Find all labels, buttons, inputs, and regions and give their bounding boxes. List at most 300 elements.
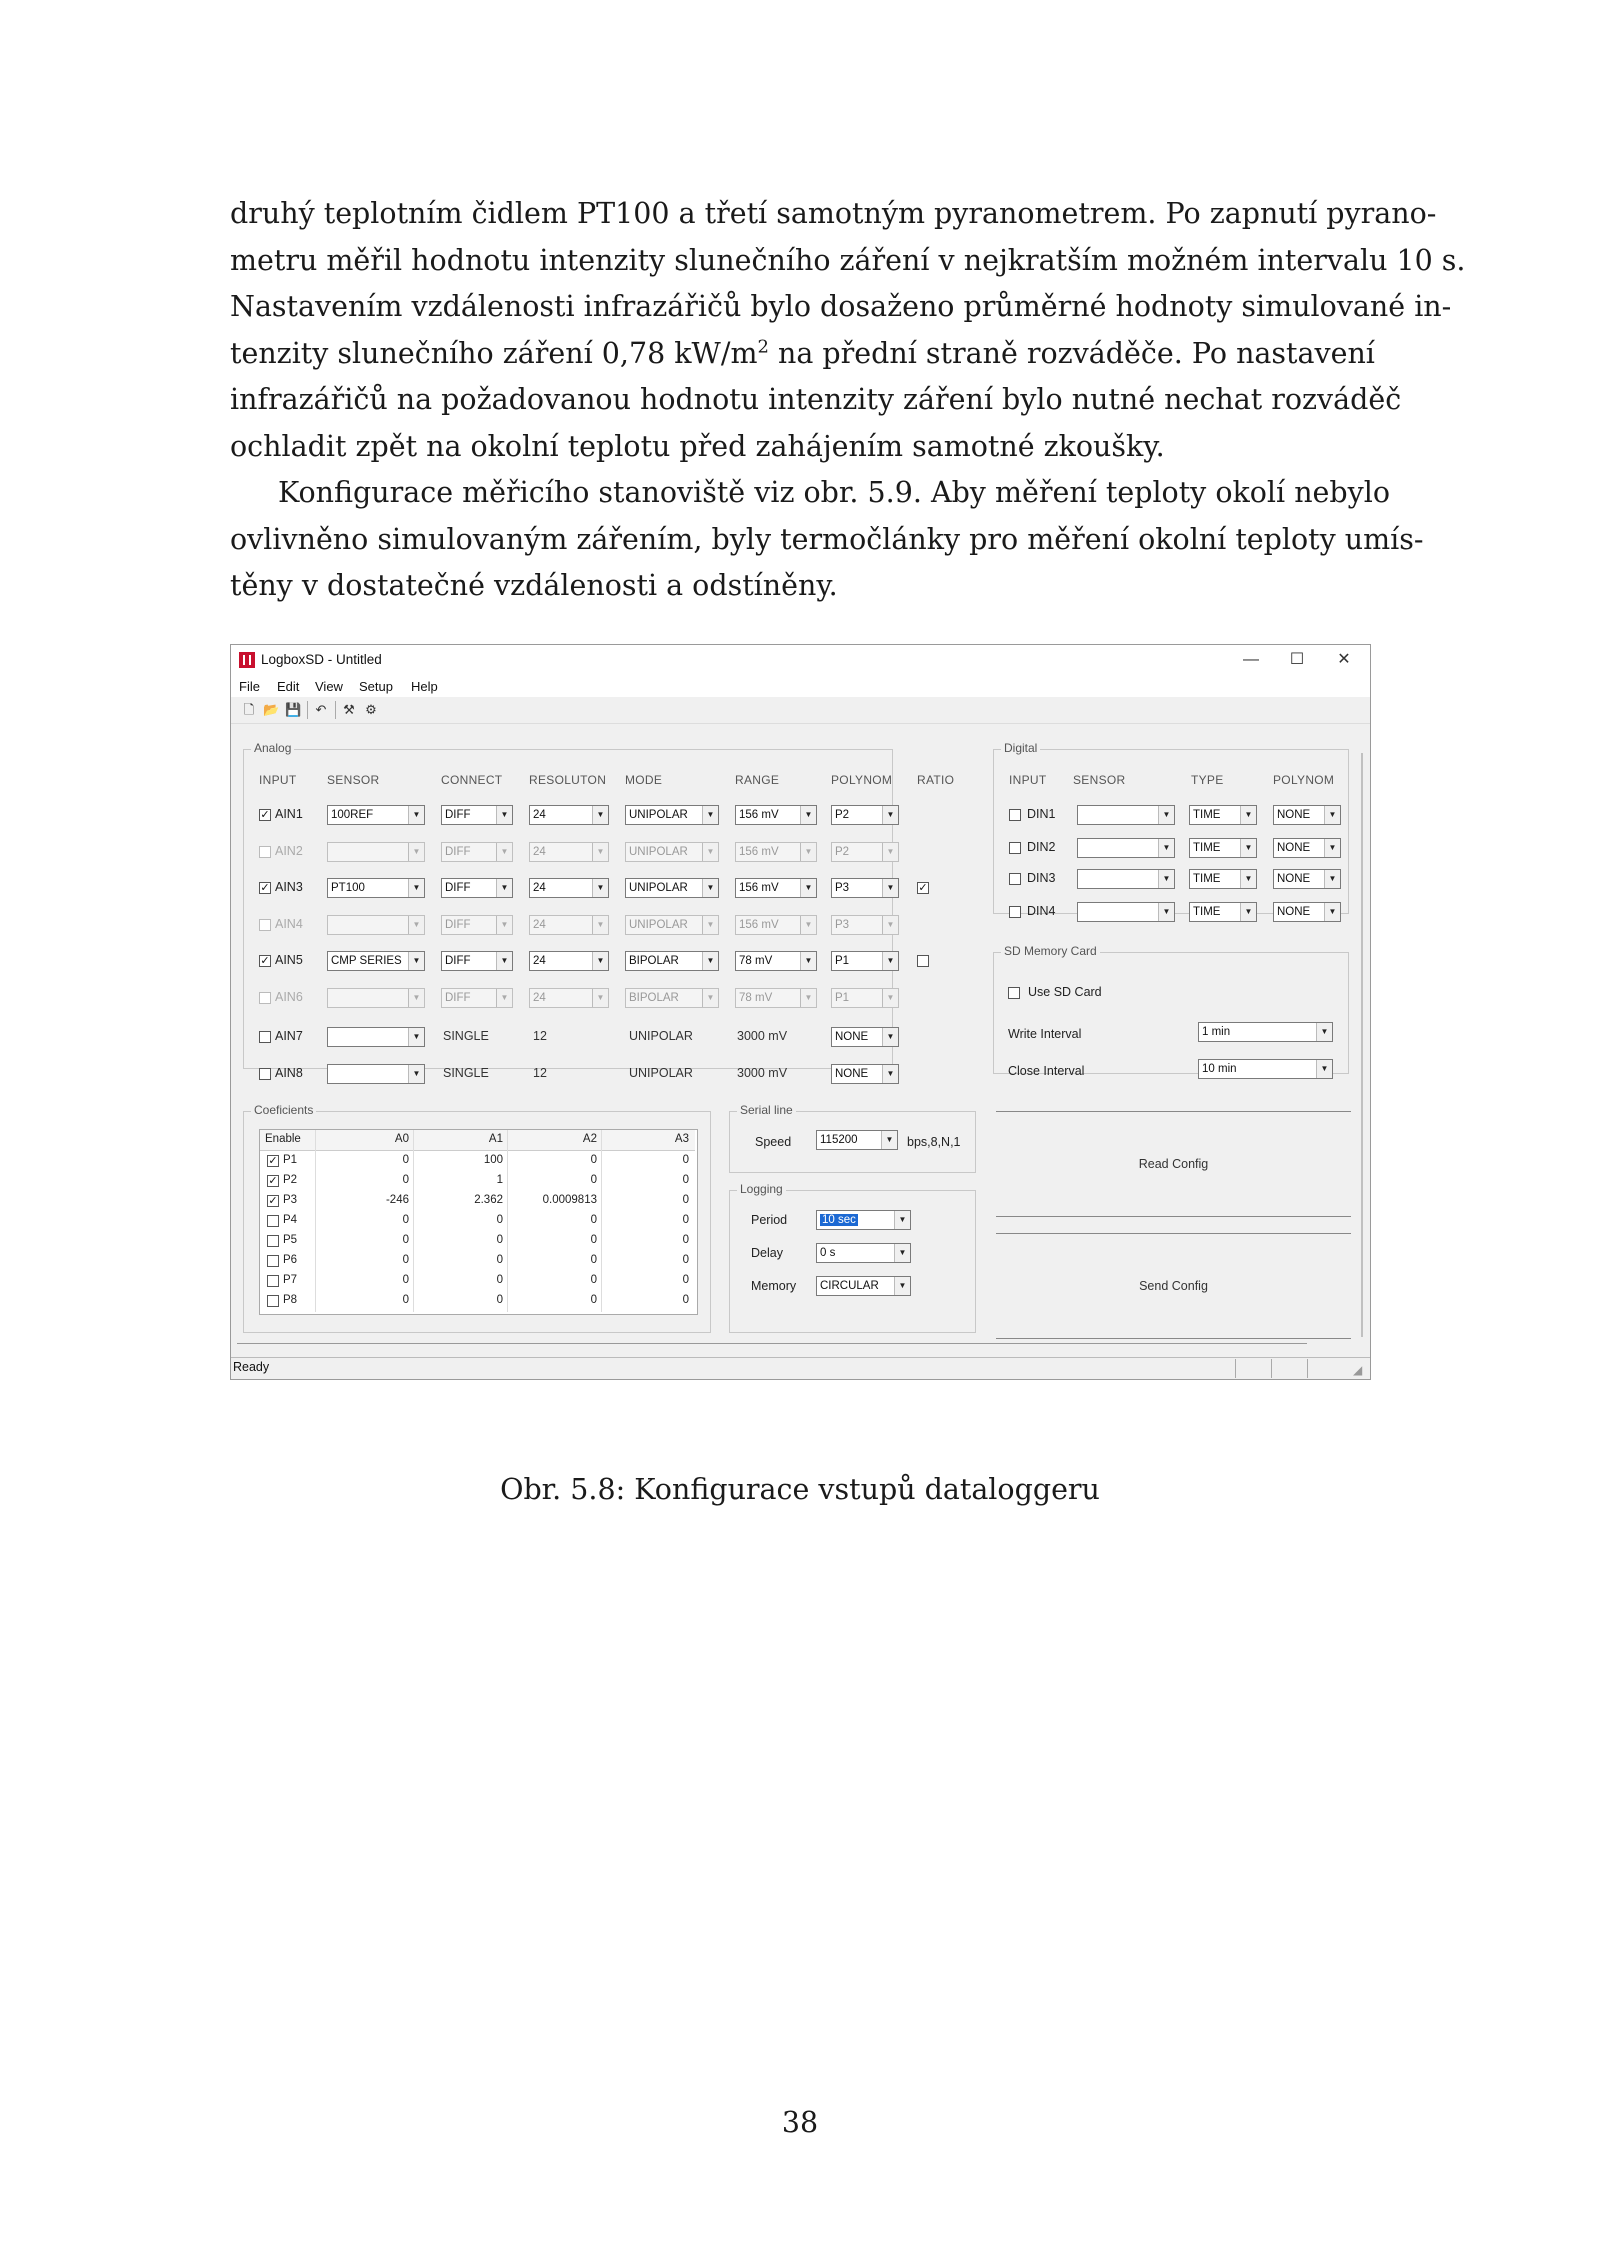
title-bar [231, 645, 1370, 675]
resolution-select[interactable] [529, 951, 609, 971]
chevron-down-icon: ▼ [408, 843, 424, 861]
coef-row-name: P1 [283, 1154, 298, 1166]
paragraph-2 [230, 470, 1424, 610]
chevron-down-icon: ▼ [702, 916, 718, 934]
polynom-select[interactable] [831, 951, 899, 971]
chevron-down-icon: ▼ [496, 879, 512, 897]
status-divider [1307, 1359, 1308, 1378]
speed-label: Speed [755, 1135, 792, 1149]
coef-header: A3 [674, 1133, 689, 1145]
status-bar [231, 1357, 1370, 1380]
range-select[interactable] [735, 805, 817, 825]
polynom-select-value: NONE [835, 1031, 869, 1043]
speed-value: 115200 [820, 1134, 858, 1146]
resolution-select-value: 24 [533, 955, 546, 967]
serial-format-label: bps,8,N,1 [907, 1135, 961, 1149]
superscript: 2 [757, 336, 769, 357]
chevron-down-icon: ▼ [882, 952, 898, 970]
analog-header: MODE [625, 773, 663, 787]
toolbar-separator [335, 701, 336, 719]
chevron-down-icon: ▼ [702, 989, 718, 1007]
range-select-value: 156 mV [739, 809, 779, 821]
chevron-down-icon: ▼ [894, 1277, 910, 1295]
coef-cell[interactable]: 0 [590, 1234, 597, 1246]
text-line: druhý teplotním čidlem PT100 a třetí samotným pyranometrem. Po zapnutí pyrano- [230, 197, 1437, 230]
use-sd-card-checkbox[interactable] [1008, 987, 1020, 999]
coef-row-name: P8 [283, 1294, 298, 1306]
polynom-select[interactable] [831, 805, 899, 825]
coef-cell[interactable]: 100 [483, 1154, 503, 1166]
din-polynom-select-value: NONE [1277, 842, 1311, 854]
din-checkbox[interactable] [1009, 873, 1021, 885]
digital-header: SENSOR [1073, 773, 1126, 787]
chevron-down-icon: ▼ [408, 916, 424, 934]
coef-cell[interactable]: 0 [682, 1274, 689, 1286]
connect-value: SINGLE [443, 1066, 489, 1080]
sensor-select[interactable] [327, 805, 425, 825]
coef-cell[interactable]: 0 [590, 1174, 597, 1186]
analog-group [243, 749, 893, 1069]
mode-select-value: UNIPOLAR [629, 919, 688, 931]
polynom-select-value: P1 [835, 955, 850, 967]
status-text: Ready [233, 1360, 270, 1374]
connect-select-value: DIFF [445, 882, 471, 894]
write-interval-select[interactable] [1198, 1022, 1333, 1042]
coef-cell[interactable]: 0 [402, 1294, 409, 1306]
connect-select-value: DIFF [445, 919, 471, 931]
polynom-select-value: P1 [835, 992, 850, 1004]
coef-cell[interactable]: 0 [402, 1174, 409, 1186]
coef-cell[interactable]: 0 [496, 1274, 503, 1286]
coef-enable-checkbox[interactable]: ✓ [268, 1155, 278, 1167]
status-divider [1235, 1359, 1236, 1378]
din-type-select[interactable] [1189, 838, 1257, 858]
chevron-down-icon: ▼ [408, 806, 424, 824]
speed-select[interactable] [816, 1130, 898, 1150]
text-fragment: na přední straně rozváděče. Po nastavení [768, 336, 1375, 370]
delay-select[interactable] [816, 1243, 911, 1263]
chevron-down-icon: ▼ [882, 1028, 898, 1046]
coef-cell[interactable]: 0 [590, 1294, 597, 1306]
menu-help[interactable]: Help [411, 679, 438, 694]
din-type-select[interactable] [1189, 869, 1257, 889]
ain-checkbox[interactable]: ✓ [260, 955, 270, 967]
memory-select[interactable] [816, 1276, 911, 1296]
polynom-select[interactable] [831, 988, 899, 1008]
sd-card-group [993, 952, 1349, 1074]
chevron-down-icon: ▼ [1158, 903, 1174, 921]
chevron-down-icon: ▼ [408, 1028, 424, 1046]
connect-select[interactable] [441, 951, 513, 971]
resolution-select-value: 24 [533, 992, 546, 1004]
coef-cell[interactable]: 2.362 [474, 1194, 503, 1206]
resolution-select[interactable] [529, 915, 609, 935]
text-line: ovlivněno simulovaným zářením, byly termočlánky pro měření okolní teploty umís- [230, 522, 1424, 556]
coef-row-name: P6 [283, 1254, 298, 1266]
din-sensor-select[interactable] [1077, 869, 1175, 889]
range-select-value: 78 mV [739, 992, 773, 1004]
chevron-down-icon: ▼ [800, 989, 816, 1007]
coef-cell[interactable]: 0 [590, 1274, 597, 1286]
coef-enable-checkbox[interactable] [267, 1255, 279, 1267]
polynom-select[interactable] [831, 915, 899, 935]
ain-checkbox[interactable]: ✓ [260, 809, 270, 821]
din-type-select[interactable] [1189, 902, 1257, 922]
connect-select-value: DIFF [445, 992, 471, 1004]
connect-icon[interactable]: ⚒ [343, 702, 355, 717]
app-logo-icon [239, 652, 255, 668]
chevron-down-icon: ▼ [881, 1131, 897, 1149]
chevron-down-icon: ▼ [702, 879, 718, 897]
save-icon[interactable]: 💾 [285, 702, 302, 717]
digital-header: INPUT [1009, 773, 1047, 787]
coef-col-divider [315, 1130, 316, 1312]
ain-input-label: AIN5 [275, 953, 303, 967]
din-polynom-select[interactable] [1273, 838, 1341, 858]
chevron-down-icon: ▼ [592, 843, 608, 861]
din-polynom-select[interactable] [1273, 902, 1341, 922]
chevron-down-icon: ▼ [1158, 806, 1174, 824]
coef-enable-checkbox[interactable] [267, 1235, 279, 1247]
polynom-select[interactable] [831, 1064, 899, 1084]
mode-select[interactable] [625, 951, 719, 971]
mode-select[interactable] [625, 878, 719, 898]
analog-header: RATIO [917, 773, 955, 787]
minimize-button[interactable]: — [1243, 651, 1259, 668]
chevron-down-icon: ▼ [408, 1065, 424, 1083]
open-folder-icon[interactable]: 📂 [263, 702, 280, 717]
chevron-down-icon: ▼ [1316, 1023, 1332, 1041]
chevron-down-icon: ▼ [882, 916, 898, 934]
coef-header: A1 [488, 1133, 503, 1145]
coef-cell[interactable]: 0 [496, 1294, 503, 1306]
coef-cell[interactable]: 0 [590, 1254, 597, 1266]
figure-caption: Obr. 5.8: Konfigurace vstupů dataloggeru [500, 1473, 1100, 1506]
mode-value: UNIPOLAR [629, 1066, 693, 1080]
logging-group-label: Logging [737, 1182, 786, 1196]
sensor-select[interactable] [327, 915, 425, 935]
analog-header: CONNECT [441, 773, 503, 787]
mode-select-value: UNIPOLAR [629, 882, 688, 894]
coef-cell[interactable]: 0 [682, 1214, 689, 1226]
sensor-select[interactable] [327, 1027, 425, 1047]
chevron-down-icon: ▼ [800, 916, 816, 934]
coef-enable-checkbox[interactable] [267, 1215, 279, 1227]
ain-input-label: AIN7 [275, 1029, 303, 1043]
text-line: metru měřil hodnotu intenzity slunečního záření v nejkratším možném intervalu 10 s. [230, 243, 1466, 277]
din-input-label: DIN1 [1027, 807, 1056, 821]
polynom-select-value: NONE [835, 1068, 869, 1080]
coef-row-name: P3 [283, 1194, 298, 1206]
range-select[interactable] [735, 842, 817, 862]
scrollbar[interactable] [1361, 753, 1363, 1337]
ain-checkbox[interactable]: ✓ [260, 882, 270, 894]
coef-enable-checkbox[interactable] [267, 1275, 279, 1287]
coef-enable-checkbox[interactable] [267, 1295, 279, 1307]
din-polynom-select-value: NONE [1277, 873, 1311, 885]
sensor-select[interactable] [327, 842, 425, 862]
write-interval-value: 1 min [1202, 1026, 1231, 1038]
resolution-select[interactable] [529, 805, 609, 825]
din-type-select-value: TIME [1193, 809, 1221, 821]
din-checkbox[interactable] [1009, 809, 1021, 821]
coef-cell[interactable]: 0 [682, 1254, 689, 1266]
chevron-down-icon: ▼ [882, 806, 898, 824]
coef-cell[interactable]: 0 [682, 1234, 689, 1246]
chevron-down-icon: ▼ [408, 989, 424, 1007]
analog-group-label: Analog [251, 741, 294, 755]
menu-file[interactable]: File [239, 679, 260, 694]
resize-grip-icon[interactable]: ◢ [1353, 1363, 1363, 1377]
polynom-select[interactable] [831, 842, 899, 862]
coef-row-name: P7 [283, 1274, 298, 1286]
coef-cell[interactable]: 0 [682, 1194, 689, 1206]
toolbar [231, 697, 1370, 724]
period-select[interactable] [816, 1210, 911, 1230]
text-line: infrazářičů na požadovanou hodnotu intenzity záření bylo nutné nechat rozváděč [230, 383, 1402, 416]
send-config-button[interactable]: Send Config [996, 1233, 1351, 1339]
range-select[interactable] [735, 988, 817, 1008]
din-input-label: DIN3 [1027, 871, 1056, 885]
text-line: Nastavením vzdálenosti infrazářičů bylo dosaženo průměrné hodnoty simulované in- [230, 290, 1452, 323]
din-type-select-value: TIME [1193, 842, 1221, 854]
read-config-button[interactable]: Read Config [996, 1111, 1351, 1217]
logbox-window [230, 644, 1371, 1380]
polynom-select-value: P3 [835, 882, 850, 894]
din-polynom-select[interactable] [1273, 869, 1341, 889]
ratio-checkbox[interactable]: ✓ [918, 882, 928, 894]
chevron-down-icon: ▼ [592, 879, 608, 897]
mode-select-value: UNIPOLAR [629, 846, 688, 858]
config-icon[interactable]: ⚙ [365, 702, 377, 717]
din-type-select-value: TIME [1193, 906, 1221, 918]
chevron-down-icon: ▼ [496, 843, 512, 861]
analog-header: RANGE [735, 773, 780, 787]
din-checkbox[interactable] [1009, 842, 1021, 854]
write-interval-label: Write Interval [1008, 1027, 1082, 1041]
coef-cell[interactable]: 0 [402, 1154, 409, 1166]
coef-cell[interactable]: 0 [590, 1154, 597, 1166]
use-sd-card-label: Use SD Card [1028, 985, 1102, 999]
analog-header: POLYNOM [831, 773, 893, 787]
mode-value: UNIPOLAR [629, 1029, 693, 1043]
range-select[interactable] [735, 915, 817, 935]
chevron-down-icon: ▼ [1316, 1060, 1332, 1078]
status-divider [1271, 1359, 1272, 1378]
chevron-down-icon: ▼ [408, 879, 424, 897]
din-input-label: DIN4 [1027, 904, 1056, 918]
sensor-select[interactable] [327, 951, 425, 971]
resolution-select[interactable] [529, 878, 609, 898]
connect-select-value: DIFF [445, 955, 471, 967]
ratio-checkbox[interactable] [917, 955, 929, 967]
ain-checkbox[interactable] [259, 992, 271, 1004]
coef-cell[interactable]: 1 [496, 1174, 503, 1186]
chevron-down-icon: ▼ [1324, 903, 1340, 921]
sensor-select-value: PT100 [331, 882, 365, 894]
coef-enable-checkbox[interactable]: ✓ [268, 1195, 278, 1207]
din-polynom-select-value: NONE [1277, 809, 1311, 821]
close-interval-label: Close Interval [1008, 1064, 1085, 1078]
coef-header: Enable [265, 1133, 301, 1145]
coef-cell[interactable]: 0 [402, 1254, 409, 1266]
chevron-down-icon: ▼ [894, 1244, 910, 1262]
coef-cell[interactable]: 0 [402, 1214, 409, 1226]
din-polynom-select[interactable] [1273, 805, 1341, 825]
memory-label: Memory [751, 1279, 797, 1293]
chevron-down-icon: ▼ [702, 952, 718, 970]
polynom-select-value: P3 [835, 919, 850, 931]
window-title: LogboxSD - Untitled [261, 652, 382, 667]
text-line: těny v dostatečné vzdálenosti a odstíněny. [230, 569, 838, 602]
coefficients-group-label: Coeficients [251, 1103, 316, 1117]
connect-select-value: DIFF [445, 809, 471, 821]
chevron-down-icon: ▼ [882, 843, 898, 861]
resolution-select-value: 24 [533, 882, 546, 894]
digital-group-label: Digital [1001, 741, 1040, 755]
coef-cell[interactable]: 0 [496, 1234, 503, 1246]
chevron-down-icon: ▼ [592, 952, 608, 970]
mode-select[interactable] [625, 805, 719, 825]
chevron-down-icon: ▼ [882, 989, 898, 1007]
maximize-button[interactable]: ☐ [1289, 651, 1305, 668]
resolution-select[interactable] [529, 988, 609, 1008]
connect-select[interactable] [441, 842, 513, 862]
mode-select[interactable] [625, 988, 719, 1008]
coef-cell[interactable]: 0 [402, 1234, 409, 1246]
range-value: 3000 mV [737, 1066, 788, 1080]
resolution-value: 12 [533, 1029, 547, 1043]
chevron-down-icon: ▼ [1158, 839, 1174, 857]
chevron-down-icon: ▼ [1158, 870, 1174, 888]
paragraph-1 [230, 191, 1466, 470]
menu-setup[interactable]: Setup [359, 679, 393, 694]
range-select[interactable] [735, 951, 817, 971]
resolution-select[interactable] [529, 842, 609, 862]
din-type-select[interactable] [1189, 805, 1257, 825]
undo-icon[interactable]: ↶ [315, 702, 327, 717]
close-interval-value: 10 min [1202, 1063, 1237, 1075]
sensor-select[interactable] [327, 988, 425, 1008]
din-sensor-select[interactable] [1077, 838, 1175, 858]
range-select-value: 156 mV [739, 919, 779, 931]
delay-value: 0 s [820, 1247, 836, 1259]
resolution-select-value: 24 [533, 809, 546, 821]
chevron-down-icon: ▼ [1240, 806, 1256, 824]
connect-select[interactable] [441, 915, 513, 935]
chevron-down-icon: ▼ [592, 989, 608, 1007]
chevron-down-icon: ▼ [702, 843, 718, 861]
coef-cell[interactable]: 0.0009813 [542, 1194, 597, 1206]
ain-checkbox[interactable] [259, 1068, 271, 1080]
chevron-down-icon: ▼ [592, 916, 608, 934]
new-file-icon[interactable]: 🗋 [243, 702, 255, 717]
serial-line-group-label: Serial line [737, 1103, 796, 1117]
polynom-select[interactable] [831, 878, 899, 898]
din-type-select-value: TIME [1193, 873, 1221, 885]
chevron-down-icon: ▼ [408, 952, 424, 970]
din-polynom-select-value: NONE [1277, 906, 1311, 918]
analog-header: INPUT [259, 773, 297, 787]
connect-select[interactable] [441, 988, 513, 1008]
chevron-down-icon: ▼ [1324, 806, 1340, 824]
ain-checkbox[interactable] [259, 919, 271, 931]
ain-input-label: AIN3 [275, 880, 303, 894]
memory-value: CIRCULAR [820, 1280, 879, 1292]
coef-row-name: P5 [283, 1234, 298, 1246]
close-interval-select[interactable] [1198, 1059, 1333, 1079]
din-sensor-select[interactable] [1077, 805, 1175, 825]
menu-view[interactable]: View [315, 679, 343, 694]
din-checkbox[interactable] [1009, 906, 1021, 918]
sensor-select-value: 100REF [331, 809, 374, 821]
chevron-down-icon: ▼ [592, 806, 608, 824]
coef-cell[interactable]: -246 [385, 1194, 409, 1206]
close-button[interactable]: ✕ [1337, 651, 1351, 668]
delay-label: Delay [751, 1246, 783, 1260]
toolbar-separator [307, 701, 308, 719]
polynom-select[interactable] [831, 1027, 899, 1047]
resolution-select-value: 24 [533, 919, 546, 931]
coef-cell[interactable]: 0 [496, 1254, 503, 1266]
chevron-down-icon: ▼ [800, 952, 816, 970]
coef-cell[interactable]: 0 [682, 1154, 689, 1166]
ain-checkbox[interactable] [259, 846, 271, 858]
mode-select[interactable] [625, 842, 719, 862]
chevron-down-icon: ▼ [496, 806, 512, 824]
text-line [230, 331, 1374, 378]
chevron-down-icon: ▼ [882, 1065, 898, 1083]
connect-select[interactable] [441, 805, 513, 825]
digital-header: TYPE [1191, 773, 1224, 787]
coef-cell[interactable]: 0 [682, 1174, 689, 1186]
coef-cell[interactable]: 0 [682, 1294, 689, 1306]
mode-select-value: BIPOLAR [629, 992, 679, 1004]
menu-bar [231, 675, 1370, 697]
coef-row-name: P4 [283, 1214, 298, 1226]
connect-select-value: DIFF [445, 846, 471, 858]
chevron-down-icon: ▼ [800, 806, 816, 824]
period-value: 10 sec [822, 1214, 856, 1226]
mode-select-value: UNIPOLAR [629, 809, 688, 821]
chevron-down-icon: ▼ [882, 879, 898, 897]
sd-card-group-label: SD Memory Card [1001, 944, 1100, 958]
din-sensor-select[interactable] [1077, 902, 1175, 922]
menu-edit[interactable]: Edit [277, 679, 300, 694]
connect-select[interactable] [441, 878, 513, 898]
sensor-select[interactable] [327, 878, 425, 898]
coef-enable-checkbox[interactable]: ✓ [268, 1175, 278, 1187]
chevron-down-icon: ▼ [1240, 870, 1256, 888]
range-select[interactable] [735, 878, 817, 898]
chevron-down-icon: ▼ [496, 916, 512, 934]
range-value: 3000 mV [737, 1029, 788, 1043]
chevron-down-icon: ▼ [496, 989, 512, 1007]
period-label: Period [751, 1213, 788, 1227]
coef-cell[interactable]: 0 [590, 1214, 597, 1226]
ain-checkbox[interactable] [259, 1031, 271, 1043]
mode-select[interactable] [625, 915, 719, 935]
page-number: 38 [781, 2106, 819, 2139]
coef-cell[interactable]: 0 [496, 1214, 503, 1226]
chevron-down-icon: ▼ [496, 952, 512, 970]
text-fragment: tenzity slunečního záření 0,78 kW/m [230, 336, 758, 370]
ain-input-label: AIN8 [275, 1066, 303, 1080]
ain-input-label: AIN2 [275, 844, 303, 858]
coef-cell[interactable]: 0 [402, 1274, 409, 1286]
sensor-select[interactable] [327, 1064, 425, 1084]
analog-header: RESOLUTON [529, 773, 607, 787]
